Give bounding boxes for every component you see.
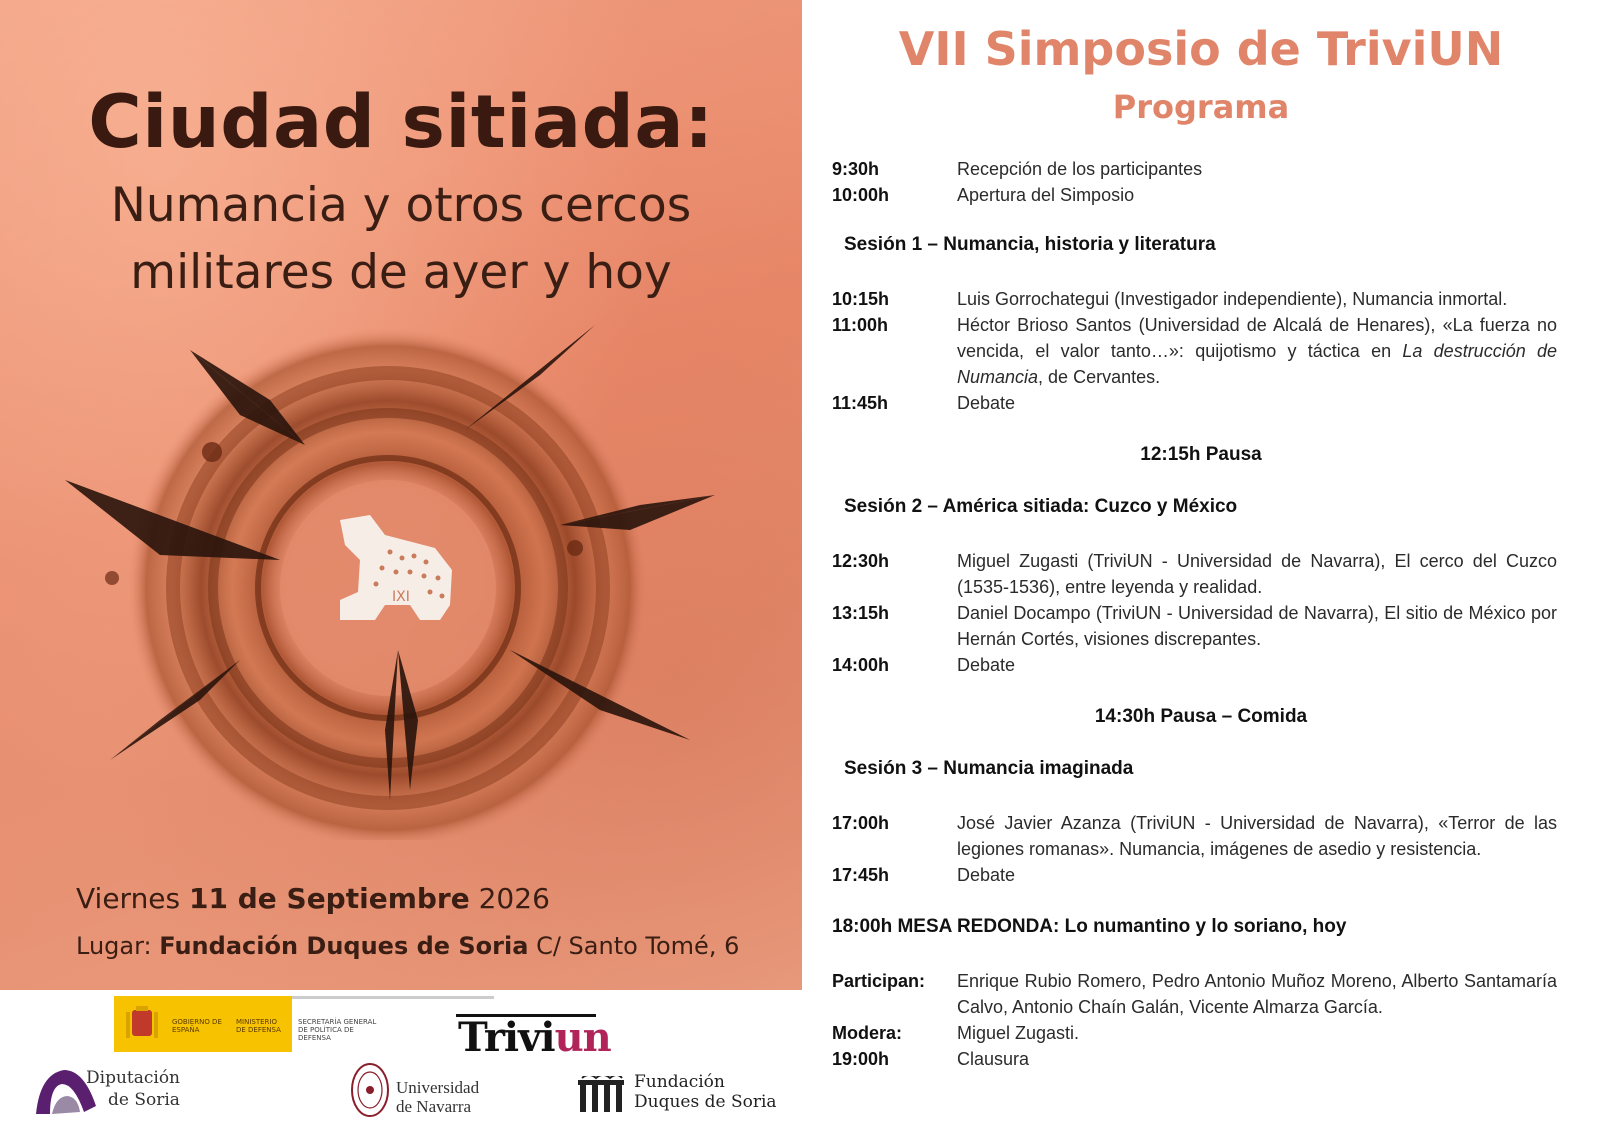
schedule-time: 10:00h — [832, 185, 890, 205]
triviun-logo: Triviun — [458, 1014, 611, 1061]
emblem-text: IXI — [392, 589, 410, 605]
gobierno-espana-logo — [114, 996, 382, 1052]
schedule-description: Debate — [957, 655, 1016, 675]
diputacion-text-1: Diputación — [86, 1068, 181, 1088]
session-heading: Sesión 3 – Numancia imaginada — [844, 758, 1134, 779]
unav-text-1: Universidad — [396, 1078, 480, 1097]
schedule-description: Debate — [957, 865, 1016, 885]
schedule-description: Clausura — [957, 1049, 1030, 1069]
poster-subtitle-line2: militares de ayer y hoy — [130, 245, 672, 300]
fds-text-2: Duques de Soria — [634, 1092, 777, 1112]
poster-subtitle-line1: Numancia y otros cercos — [110, 178, 692, 233]
moderator-label: Modera: — [832, 1023, 903, 1043]
schedule-description: Miguel Zugasti (TriviUN - Universidad de Navarra), El cerco del Cuzco (1535-1536), entre leyenda y realidad. — [957, 551, 1557, 597]
schedule-time: 11:00h — [832, 315, 889, 335]
siege-emblem — [40, 320, 760, 840]
pause-heading: 12:15h Pausa — [1140, 444, 1262, 465]
ministerio-text: MINISTERIO DE DEFENSA — [236, 1018, 281, 1034]
schedule-description: Luis Gorrochategui (Investigador independiente), Numancia inmortal. — [957, 289, 1508, 309]
gobierno-text: GOBIERNO DE ESPAÑA — [172, 1018, 222, 1034]
moderator-name: Miguel Zugasti. — [957, 1023, 1080, 1043]
fundacion-duques-soria-logo — [578, 1072, 778, 1118]
program-title: VII Simposio de TriviUN — [898, 22, 1504, 76]
unav-text-2: de Navarra — [396, 1097, 472, 1116]
session-heading: Sesión 2 – América sitiada: Cuzco y México — [844, 496, 1238, 517]
secretaria-text: SECRETARÍA GENERAL DE POLÍTICA DE DEFENSA — [298, 1018, 377, 1042]
schedule-time: 19:00h — [832, 1049, 890, 1069]
round-table-heading: 18:00h MESA REDONDA: Lo numantino y lo soriano, hoy — [832, 916, 1347, 937]
session-heading: Sesión 1 – Numancia, historia y literatura — [844, 234, 1216, 255]
schedule-description: Recepción de los participantes — [957, 159, 1203, 179]
event-place: Lugar: Fundación Duques de Soria C/ Santo Tomé, 6 — [76, 932, 740, 960]
schedule-description: Héctor Brioso Santos (Universidad de Alcalá de Henares), «La fuerza no vencida, el valor tanto…»: quijotismo y táctica en La destrucción de Numancia, de Cervantes. — [957, 315, 1558, 387]
poster — [0, 0, 802, 990]
schedule-description: José Javier Azanza (TriviUN - Universidad de Navarra), «Terror de las legiones romanas». Numancia, imágenes de asedio y resistencia. — [957, 813, 1557, 859]
schedule-time: 14:00h — [832, 655, 890, 675]
program-subtitle: Programa — [1112, 88, 1290, 126]
diputacion-text-2: de Soria — [108, 1090, 180, 1110]
arches-icon — [578, 1076, 624, 1112]
schedule-time: 17:45h — [832, 865, 890, 885]
schedule-description: Daniel Docampo (TriviUN - Universidad de Navarra), El sitio de México por Hernán Cortés, visiones discrepantes. — [957, 603, 1557, 649]
schedule-time: 11:45h — [832, 393, 889, 413]
pause-heading: 14:30h Pausa – Comida — [1094, 706, 1308, 727]
participants-label: Participan: — [832, 971, 926, 991]
schedule-time: 17:00h — [832, 813, 890, 833]
sponsor-logos — [0, 990, 802, 1131]
schedule-time: 10:15h — [832, 289, 890, 309]
event-date: Viernes 11 de Septiembre 2026 — [76, 882, 550, 915]
university-seal-icon — [350, 1062, 392, 1118]
diputacion-soria-logo — [34, 1066, 214, 1116]
schedule-description: Debate — [957, 393, 1016, 413]
schedule-time: 9:30h — [832, 159, 880, 179]
fds-text-1: Fundación — [634, 1072, 725, 1092]
participants-list: Enrique Rubio Romero, Pedro Antonio Muñoz Moreno, Alberto Santamaría Calvo, Antonio Chaín Galán, Vicente Almarza García. — [957, 971, 1557, 1017]
program-panel — [802, 0, 1600, 1131]
schedule-time: 13:15h — [832, 603, 890, 623]
universidad-navarra-logo — [350, 1062, 490, 1118]
schedule-description: Apertura del Simposio — [957, 185, 1135, 205]
schedule-time: 12:30h — [832, 551, 890, 571]
coat-of-arms-icon — [122, 1004, 162, 1044]
poster-title: Ciudad sitiada: — [88, 80, 714, 165]
